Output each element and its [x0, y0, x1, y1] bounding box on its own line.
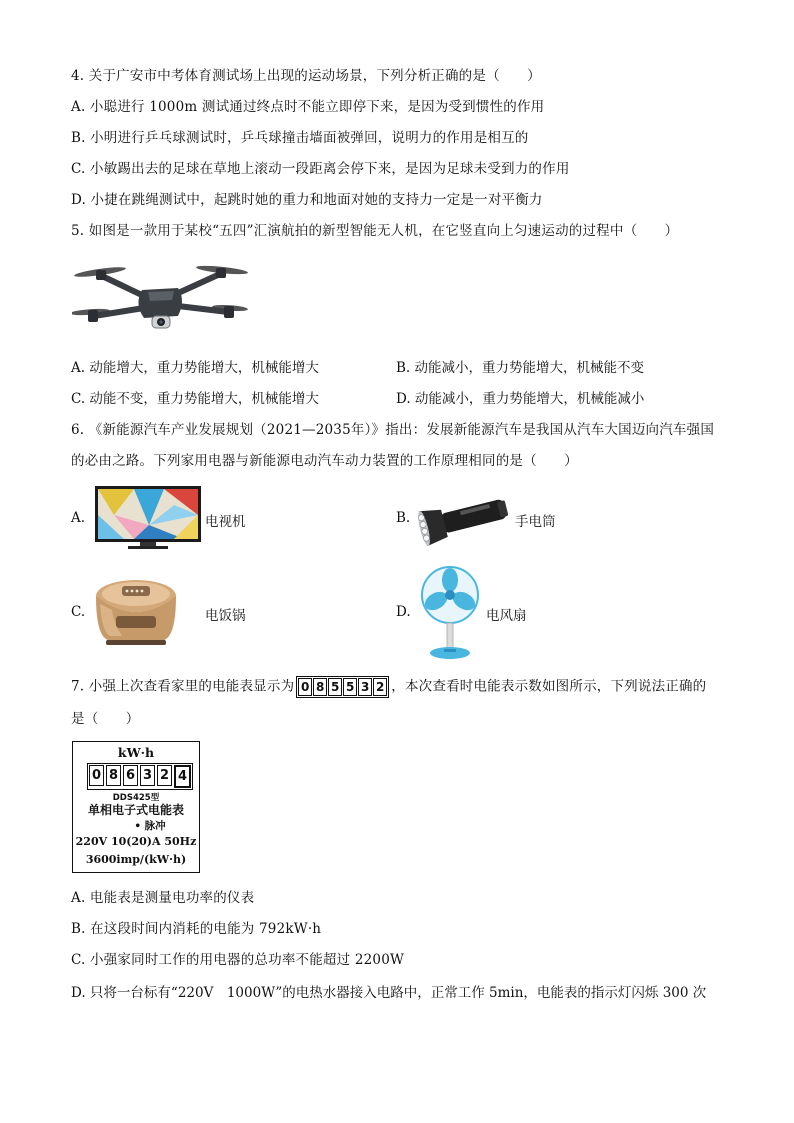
meter-digit: 3	[140, 765, 155, 786]
prev-digit: 5	[328, 678, 342, 696]
q7-option-d: D. 只将一台标有“220V 1000W”的电热水器接入电路中，正常工作 5min，电能表的指示灯闪烁 300 次	[71, 985, 707, 1001]
q6-option-b-label: 手电筒	[515, 514, 556, 530]
drone-image	[72, 256, 248, 342]
electric-fan-image	[420, 565, 480, 661]
q6-option-a-letter: A.	[71, 510, 86, 526]
prev-digit: 5	[343, 678, 357, 696]
q7-option-a: A. 电能表是测量电功率的仪表	[71, 890, 255, 906]
q7-stem-line2: 是（ ）	[71, 711, 140, 727]
q6-option-c-label: 电饭锅	[205, 608, 246, 624]
prev-digit: 8	[313, 678, 327, 696]
q6-option-c-letter: C.	[71, 604, 86, 620]
meter-digit-decimal: 4	[174, 765, 191, 788]
q7-stem-prefix: 7. 小强上次查看家里的电能表显示为	[71, 678, 295, 695]
meter-digit: 0	[89, 765, 104, 786]
q5-stem: 5. 如图是一款用于某校“五四”汇演航拍的新型智能无人机，在它竖直向上匀速运动的过程中（ ）	[71, 223, 679, 239]
flashlight-image	[418, 490, 514, 548]
q7-stem-suffix: ，本次查看时电能表示数如图所示，下列说法正确的	[391, 678, 707, 695]
meter-pulse: • 脉冲	[134, 820, 166, 832]
rice-cooker-image	[92, 574, 180, 648]
q6-stem-line1: 6. 《新能源汽车产业发展规划（2021—2035年）》指出：发展新能源汽车是我国从汽车大国迈向汽车强国	[71, 422, 715, 438]
q5-option-b: B. 动能减小，重力势能增大，机械能不变	[396, 360, 645, 376]
tv-image	[94, 485, 202, 551]
q4-option-b: B. 小明进行乒乓球测试时，乒乓球撞击墙面被弹回，说明力的作用是相互的	[71, 130, 529, 146]
q7-stem-line1	[71, 676, 706, 698]
q4-option-c: C. 小敏踢出去的足球在草地上滚动一段距离会停下来，是因为足球未受到力的作用	[71, 161, 570, 177]
q7-option-c: C. 小强家同时工作的用电器的总功率不能超过 2200W	[71, 952, 405, 968]
meter-digit: 2	[157, 765, 172, 786]
q5-option-a: A. 动能增大，重力势能增大，机械能增大	[71, 360, 319, 376]
meter-digit: 6	[123, 765, 138, 786]
q4-option-d: D. 小捷在跳绳测试中，起跳时她的重力和地面对她的支持力一定是一对平衡力	[71, 192, 543, 208]
q6-option-a-label: 电视机	[205, 514, 246, 530]
energy-meter-figure	[72, 741, 200, 873]
q6-option-d-letter: D.	[396, 604, 411, 620]
previous-meter-reading	[296, 676, 389, 698]
prev-digit-decimal: 2	[373, 678, 387, 696]
q6-option-d-label: 电风扇	[486, 608, 527, 624]
meter-name: 单相电子式电能表	[87, 803, 184, 817]
meter-unit: kW·h	[117, 745, 155, 760]
meter-model: DDS425型	[112, 793, 160, 803]
q6-stem-line2: 的必由之路。下列家用电器与新能源电动汽车动力装置的工作原理相同的是（ ）	[71, 453, 578, 469]
prev-digit: 0	[298, 678, 312, 696]
meter-digit: 8	[106, 765, 121, 786]
prev-digit: 3	[358, 678, 372, 696]
q7-option-b: B. 在这段时间内消耗的电能为 792kW·h	[71, 921, 322, 937]
q4-option-a: A. 小聪进行 1000m 测试通过终点时不能立即停下来，是因为受到惯性的作用	[71, 99, 545, 115]
meter-rating: 220V 10(20)A 50Hz	[75, 835, 197, 848]
q5-option-d: D. 动能减小，重力势能增大，机械能减小	[396, 391, 645, 407]
meter-reading	[87, 763, 193, 790]
q5-option-c: C. 动能不变，重力势能增大，机械能增大	[71, 391, 319, 407]
q4-stem: 4. 关于广安市中考体育测试场上出现的运动场景，下列分析正确的是（ ）	[71, 68, 541, 84]
q6-option-b-letter: B.	[396, 510, 411, 526]
meter-constant: 3600imp/(kW·h)	[85, 853, 187, 866]
